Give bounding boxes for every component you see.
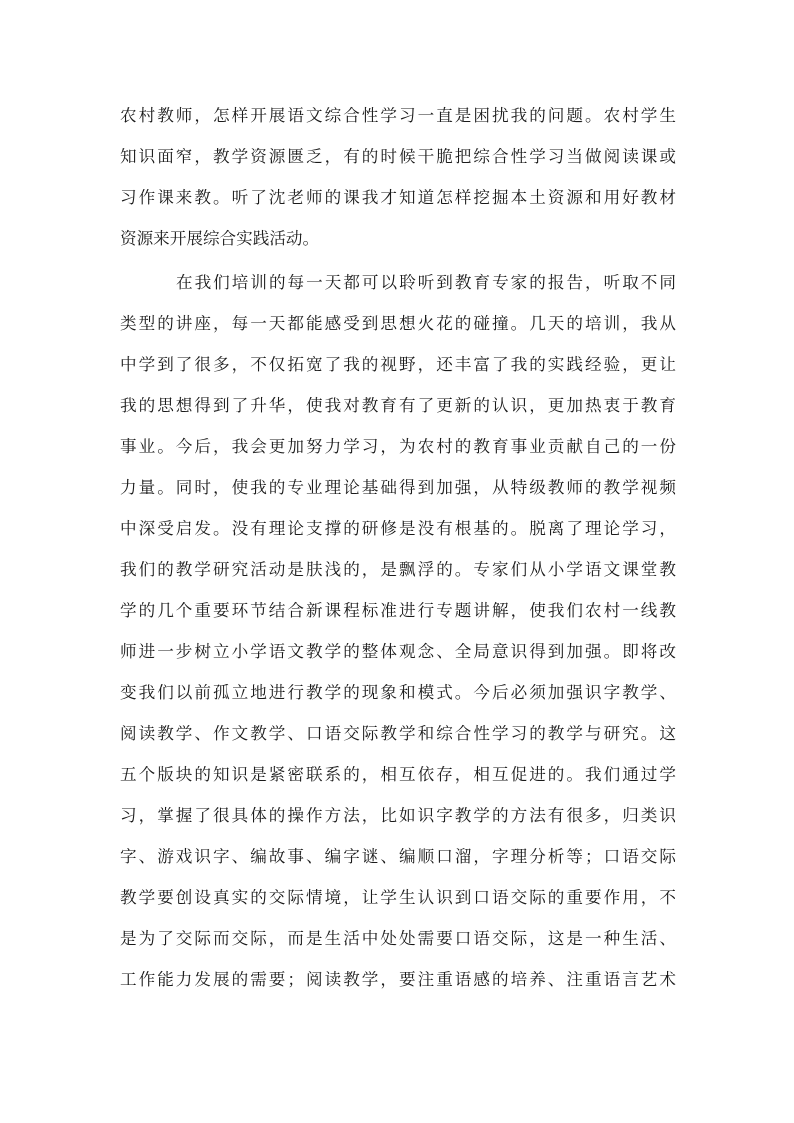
text-line: 字、游戏识字、编故事、编字谜、编顺口溜，字理分析等；口语交际 xyxy=(120,847,676,866)
text-line: 五个版块的知识是紧密联系的，相互依存，相互促进的。我们通过学 xyxy=(120,765,676,784)
text-line: 学的几个重要环节结合新课程标准进行专题讲解，使我们农村一线教 xyxy=(120,601,676,620)
text-line: 中学到了很多，不仅拓宽了我的视野，还丰富了我的实践经验，更让 xyxy=(120,355,676,374)
text-line: 知识面窄，教学资源匮乏，有的时候干脆把综合性学习当做阅读课或 xyxy=(120,147,676,166)
text-line: 教学要创设真实的交际情境，让学生认识到口语交际的重要作用，不 xyxy=(120,888,676,907)
text-line: 我的思想得到了升华，使我对教育有了更新的认识，更加热衷于教育 xyxy=(120,396,676,415)
text-line: 力量。同时，使我的专业理论基础得到加强，从特级教师的教学视频 xyxy=(120,478,676,497)
text-line: 事业。今后，我会更加努力学习，为农村的教育事业贡献自己的一份 xyxy=(120,437,676,456)
text-line: 类型的讲座，每一天都能感受到思想火花的碰撞。几天的培训，我从 xyxy=(120,314,676,333)
text-line: 变我们以前孤立地进行教学的现象和模式。今后必须加强识字教学、 xyxy=(120,683,676,702)
paragraph-first-line: 在我们培训的每一天都可以聆听到教育专家的报告，听取不同 xyxy=(176,273,676,292)
text-line: 我们的教学研究活动是肤浅的，是飘浮的。专家们从小学语文课堂教 xyxy=(120,560,676,579)
text-line: 习，掌握了很具体的操作方法，比如识字教学的方法有很多，归类识 xyxy=(120,806,676,825)
text-line: 资源来开展综合实践活动。 xyxy=(120,229,320,248)
text-line: 是为了交际而交际，而是生活中处处需要口语交际，这是一种生活、 xyxy=(120,929,676,948)
text-line: 阅读教学、作文教学、口语交际教学和综合性学习的教学与研究。这 xyxy=(120,724,676,743)
text-line: 工作能力发展的需要；阅读教学，要注重语感的培养、注重语言艺术 xyxy=(120,970,676,989)
text-line: 习作课来教。听了沈老师的课我才知道怎样挖掘本土资源和用好教材 xyxy=(120,188,676,207)
text-line: 中深受启发。没有理论支撑的研修是没有根基的。脱离了理论学习， xyxy=(120,519,676,538)
text-line: 农村教师，怎样开展语文综合性学习一直是困扰我的问题。农村学生 xyxy=(120,106,676,125)
text-line: 师进一步树立小学语文教学的整体观念、全局意识得到加强。即将改 xyxy=(120,642,676,661)
